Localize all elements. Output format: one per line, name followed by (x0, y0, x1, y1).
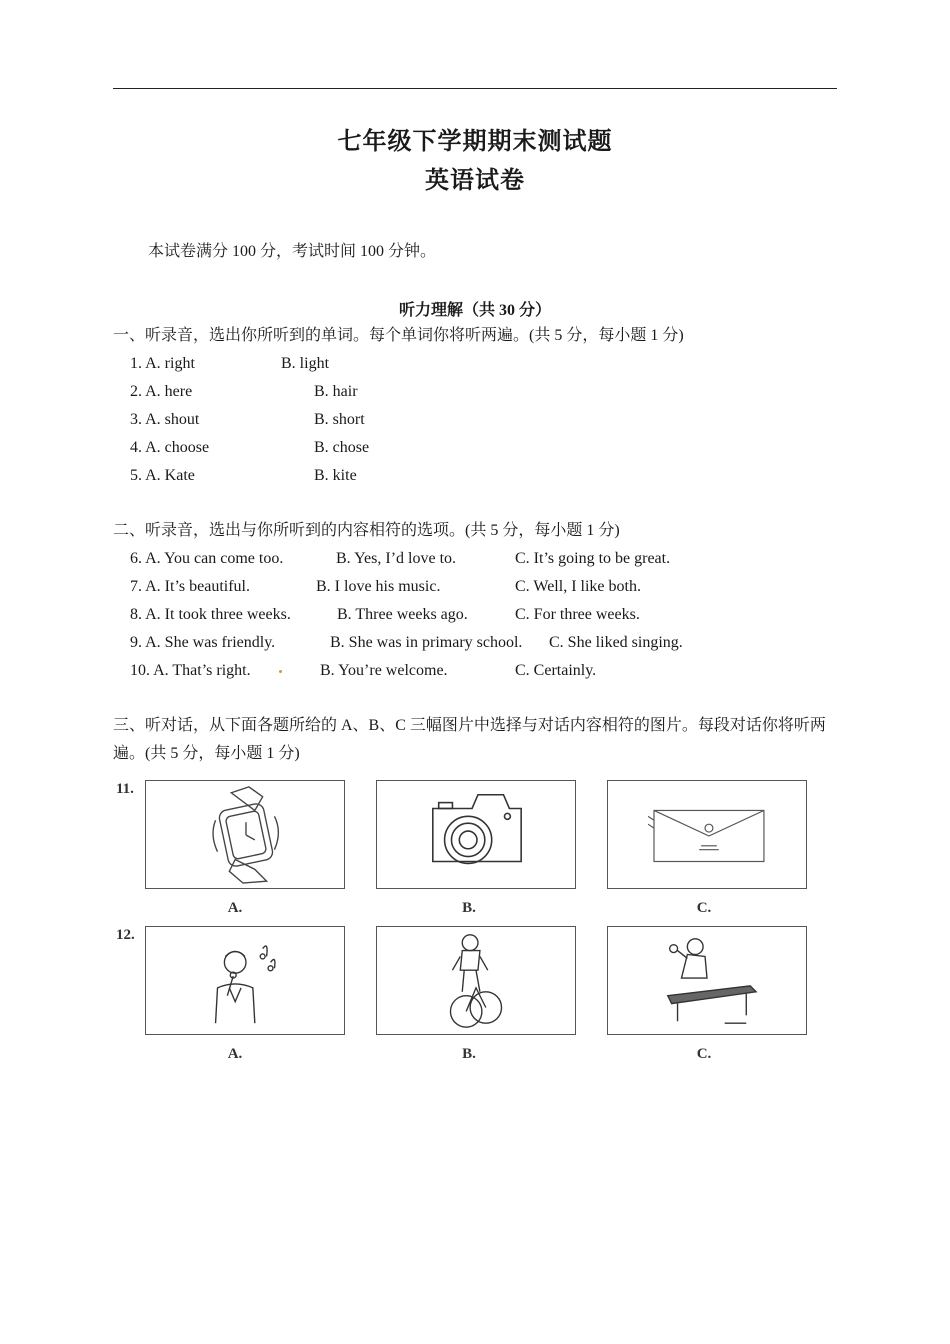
q4-option-a: 4. A. choose (130, 439, 210, 456)
cyclist-icon (377, 927, 575, 1034)
q6-option-a: 6. A. You can come too. (130, 550, 284, 567)
q6-option-b: B. Yes, I’d love to. (336, 550, 457, 567)
q10-option-c: C. Certainly. (515, 662, 597, 679)
part3-instruction-line2: 遍。(共 5 分，每小题 1 分) (113, 745, 300, 762)
q1-option-b: B. light (281, 355, 330, 372)
exam-intro: 本试卷满分 100 分，考试时间 100 分钟。 (148, 243, 437, 260)
q8-option-c: C. For three weeks. (515, 606, 640, 623)
q3-option-b: B. short (314, 411, 365, 428)
q9-option-b: B. She was in primary school. (330, 634, 523, 651)
q7-option-c: C. Well, I like both. (515, 578, 641, 595)
q10-option-a: 10. A. That’s right. (130, 662, 251, 679)
part1-instruction: 一、听录音，选出你所听到的单词。每个单词你将听两遍。(共 5 分，每小题 1 分) (113, 327, 684, 344)
top-rule (113, 88, 837, 89)
q7-option-a: 7. A. It’s beautiful. (130, 578, 250, 595)
q8-option-b: B. Three weeks ago. (337, 606, 468, 623)
q12-picture-a (145, 926, 345, 1035)
q12-label-a: A. (227, 1046, 243, 1062)
wallet-icon (608, 781, 806, 888)
part2-instruction: 二、听录音，选出与你所听到的内容相符的选项。(共 5 分，每小题 1 分) (113, 522, 620, 539)
q9-option-a: 9. A. She was friendly. (130, 634, 276, 651)
q12-picture-b (376, 926, 576, 1035)
stray-dot (279, 670, 282, 673)
q11-picture-a (145, 780, 345, 889)
q4-option-b: B. chose (314, 439, 370, 456)
watch-icon (146, 781, 344, 888)
singing-boy-icon (146, 927, 344, 1034)
table-tennis-icon (608, 927, 806, 1034)
q6-option-c: C. It’s going to be great. (515, 550, 671, 567)
q7-option-b: B. I love his music. (316, 578, 441, 595)
q10-option-b: B. You’re welcome. (320, 662, 448, 679)
q11-picture-c (607, 780, 807, 889)
q11-number: 11. (116, 781, 134, 797)
q5-option-b: B. kite (314, 467, 357, 484)
camera-icon (377, 781, 575, 888)
q12-number: 12. (116, 927, 135, 943)
section-title: 听力理解（共 30 分） (398, 302, 551, 319)
q12-label-b: B. (462, 1046, 476, 1062)
page-subtitle: 英语试卷 (425, 168, 525, 194)
q3-option-a: 3. A. shout (130, 411, 200, 428)
q2-option-a: 2. A. here (130, 383, 193, 400)
q11-label-b: B. (462, 900, 476, 916)
q9-option-c: C. She liked singing. (549, 634, 683, 651)
q11-picture-b (376, 780, 576, 889)
q2-option-b: B. hair (314, 383, 358, 400)
q5-option-a: 5. A. Kate (130, 467, 195, 484)
q8-option-a: 8. A. It took three weeks. (130, 606, 291, 623)
q12-label-c: C. (696, 1046, 712, 1062)
q1-option-a: 1. A. right (130, 355, 195, 372)
q11-label-c: C. (696, 900, 712, 916)
part3-instruction-line1: 三、听对话，从下面各题所给的 A、B、C 三幅图片中选择与对话内容相符的图片。每段对话你将听两 (113, 717, 826, 734)
q12-picture-c (607, 926, 807, 1035)
q11-label-a: A. (227, 900, 243, 916)
page-title: 七年级下学期期末测试题 (337, 129, 613, 155)
